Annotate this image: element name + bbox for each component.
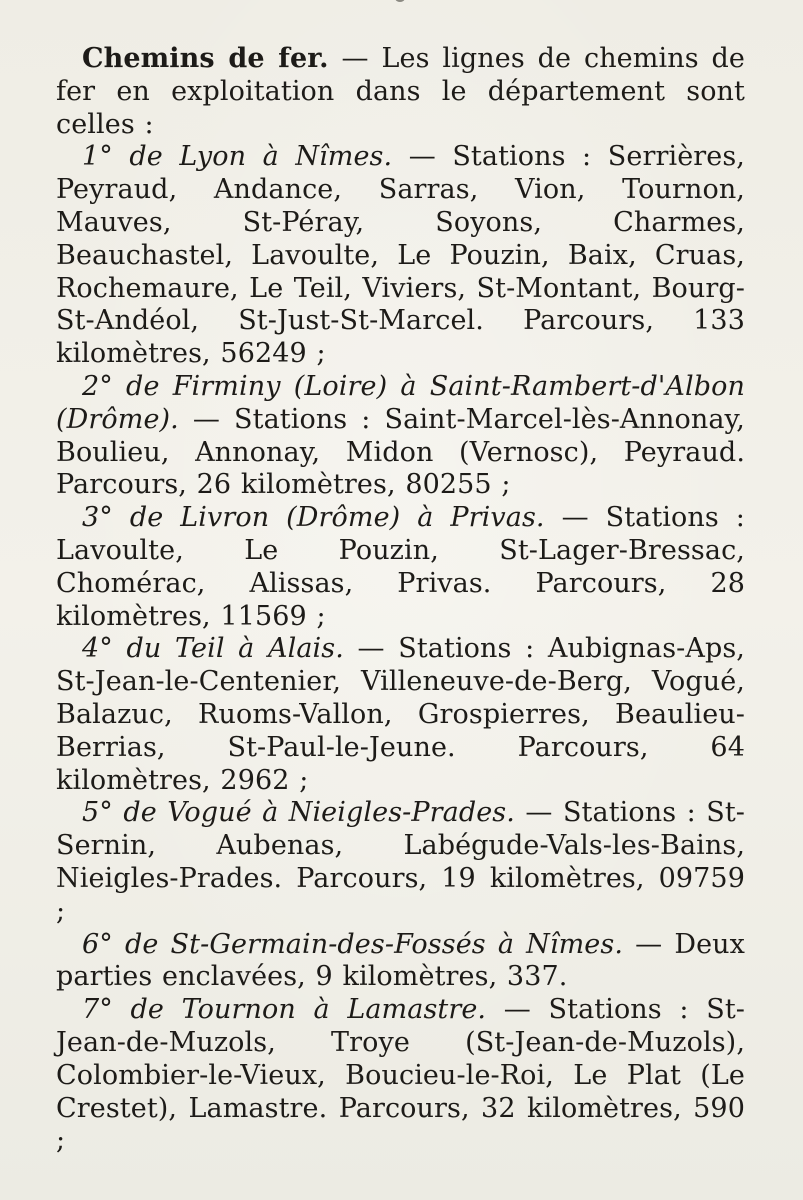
route-title: 7° de Tournon à Lamastre. xyxy=(82,994,487,1026)
route-details: — Stations : Lavoulte, Le Pouzin, St-Lager-Bressac, Chomérac, Alissas, Privas. Parcours, 28 kilomètres, 11569 ; xyxy=(56,502,745,632)
railway-line-6 xyxy=(56,929,745,995)
railway-line-3 xyxy=(56,502,745,633)
route-details: — Stations : Saint-Marcel-lès-Annonay, Boulieu, Annonay, Midon (Vernosc), Peyraud. Parcours, 26 kilomètres, 80255 ; xyxy=(56,403,745,501)
route-title: 6° de St-Germain-des-Fossés à Nîmes. xyxy=(82,928,624,960)
page-mark xyxy=(395,0,405,2)
route-title: 4° du Teil à Alais. xyxy=(82,633,344,665)
route-details: — Stations : Serrières, Peyraud, Andance, Sarras, Vion, Tournon, Mauves, St-Péray, Soyons, Charmes, Beauchastel, Lavoulte, Le Pouzin, Baix, Cruas, Rochemaure, Le Teil, Viviers, St-Montant, Bourg-St-Andéol, St-Just-St-Marcel. Parcours, 133 kilomètres, 56249 ; xyxy=(56,141,745,370)
route-title: 5° de Vogué à Nieigles-Prades. xyxy=(82,797,515,829)
section-intro xyxy=(56,43,745,141)
route-title: 3° de Livron (Drôme) à Privas. xyxy=(82,502,545,534)
route-title: 1° de Lyon à Nîmes. xyxy=(82,141,393,173)
route-details: — Deux parties enclavées, 9 kilomètres, 337. xyxy=(56,928,745,993)
route-details: — Stations : Aubignas-Aps, St-Jean-le-Centenier, Villeneuve-de-Berg, Vogué, Balazuc, Ruoms-Vallon, Grospierres, Beaulieu-Berrias, St-Paul-le-Jeune. Parcours, 64 kilomètres, 2962 ; xyxy=(56,633,745,796)
railway-line-5 xyxy=(56,797,745,928)
section-heading: Chemins de fer. xyxy=(82,43,329,74)
railway-line-7 xyxy=(56,994,745,1158)
railway-line-1 xyxy=(56,141,745,371)
railway-line-2 xyxy=(56,371,745,502)
route-title: 2° de Firminy (Loire) à Saint-Rambert-d'Albon (Drôme). xyxy=(56,370,745,435)
route-details: — Stations : St-Jean-de-Muzols, Troye (St-Jean-de-Muzols), Colombier-le-Vieux, Boucieu-le-Roi, Le Plat (Le Crestet), Lamastre. Parcours, 32 kilomètres, 590 ; xyxy=(56,994,746,1157)
railway-line-4 xyxy=(56,633,745,797)
route-details: — Stations : St-Sernin, Aubenas, Labégude-Vals-les-Bains, Nieigles-Prades. Parcours, 19 kilomètres, 09759 ; xyxy=(56,797,746,927)
section-intro-text: — Les lignes de chemins de fer en exploitation dans le département sont celles : xyxy=(56,43,745,140)
